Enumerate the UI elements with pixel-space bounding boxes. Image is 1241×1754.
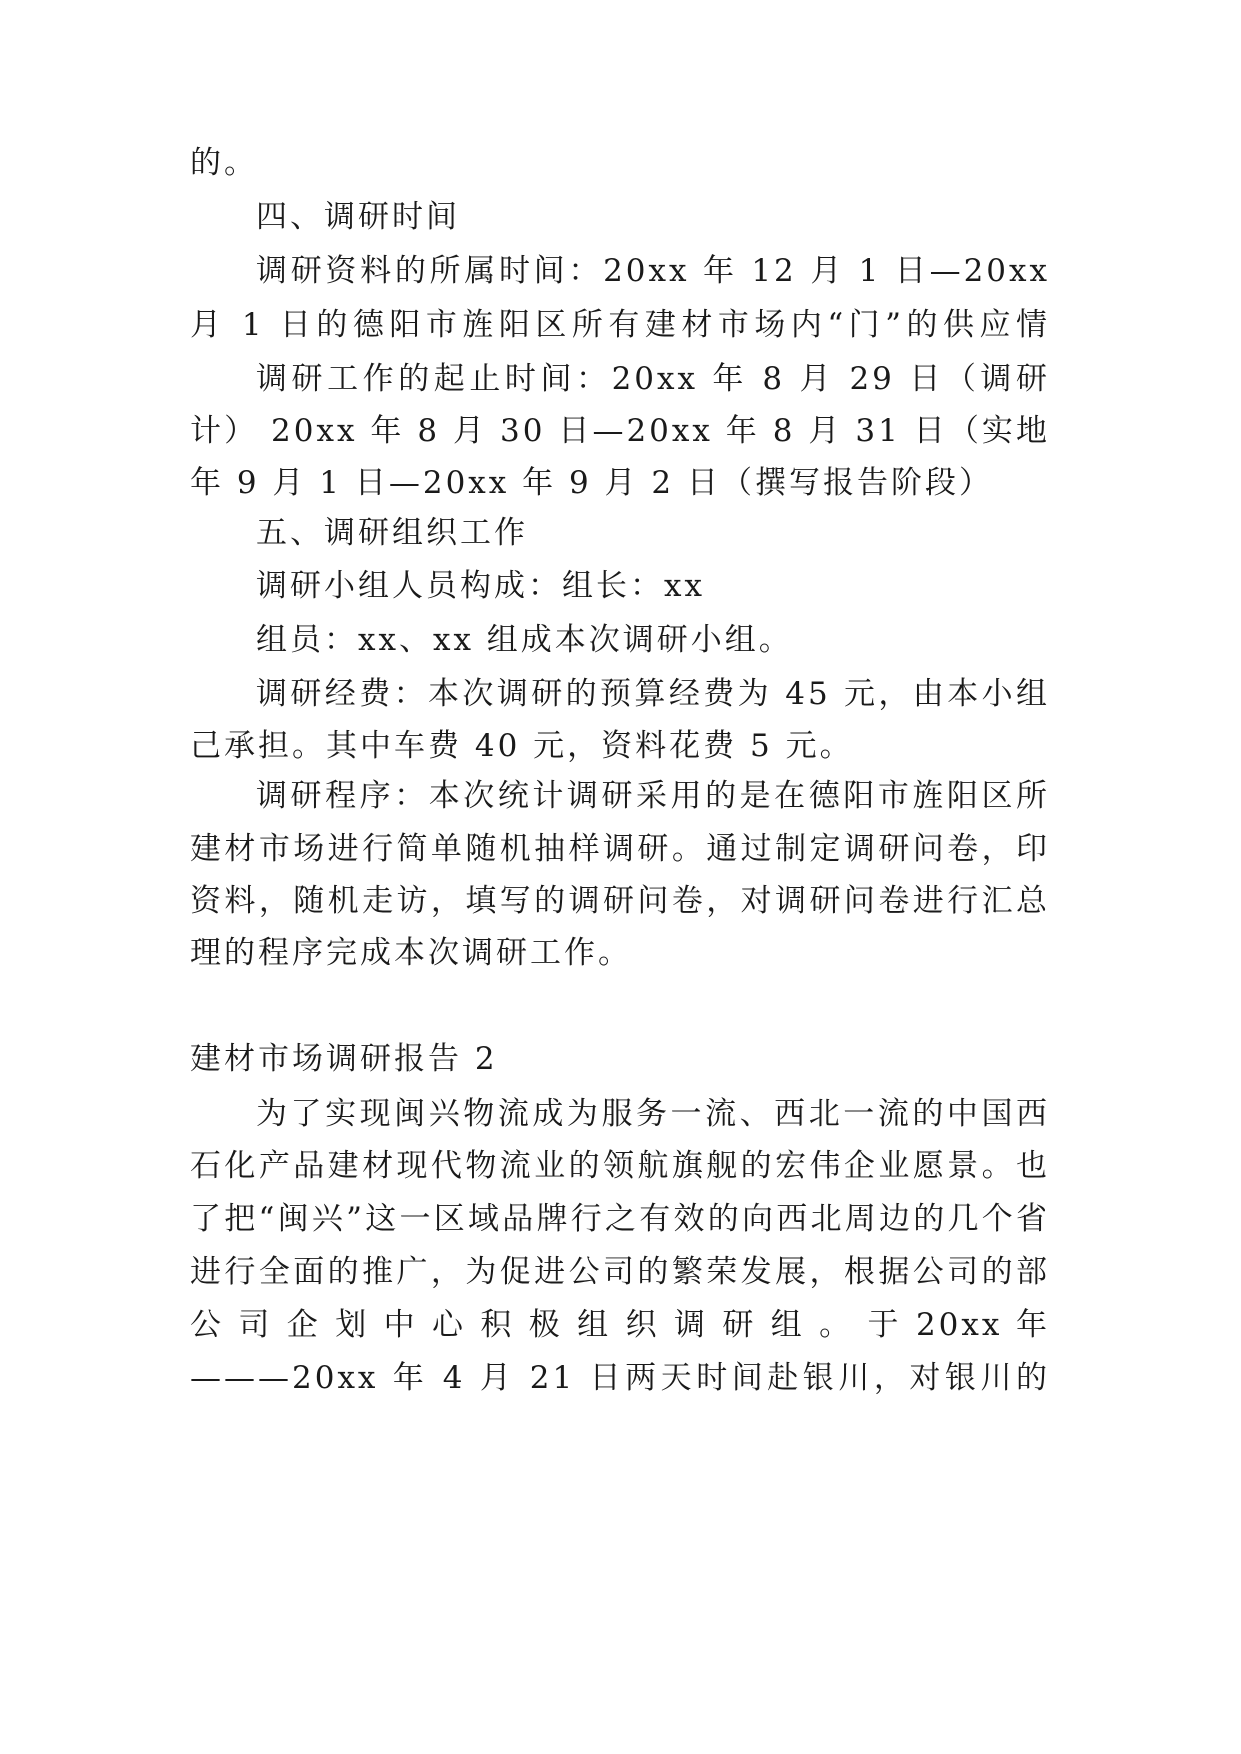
body-line: 建材市场进行简单随机抽样调研。通过制定调研问卷，印 [190,831,1050,867]
body-line: 调研资料的所属时间：20xx 年 12 月 1 日—20xx [256,253,1050,289]
body-line: ———20xx 年 4 月 21 日两天时间赴银川，对银川的 [190,1360,1050,1396]
body-line: 己承担。其中车费 40 元，资料花费 5 元。 [190,728,854,764]
body-line: 调研经费：本次调研的预算经费为 45 元，由本小组 [256,676,1050,712]
body-line: 了把“闽兴”这一区域品牌行之有效的向西北周边的几个省 [190,1201,1050,1237]
body-line: 进行全面的推广，为促进公司的繁荣发展，根据公司的部 [190,1254,1050,1290]
body-line: 调研小组人员构成：组长：xx [256,568,705,604]
body-line: 调研程序：本次统计调研采用的是在德阳市旌阳区所 [256,778,1050,814]
body-line: 的。 [190,145,258,181]
body-line: 资料，随机走访，填写的调研问卷，对调研问卷进行汇总 [190,883,1050,919]
body-line: 为了实现闽兴物流成为服务一流、西北一流的中国西 [256,1096,1050,1132]
body-line: 调研工作的起止时间：20xx 年 8 月 29 日（调研 [256,361,1050,397]
body-line: 石化产品建材现代物流业的领航旗舰的宏伟企业愿景。也 [190,1148,1050,1184]
body-line: 计） 20xx 年 8 月 30 日—20xx 年 8 月 31 日（实地 [190,413,1050,449]
body-line: 公 司 企 划 中 心 积 极 组 织 调 研 组 。 于 20xx 年 [190,1307,1050,1343]
section-heading: 五、调研组织工作 [256,515,528,551]
report-title: 建材市场调研报告 2 [190,1041,498,1077]
body-line: 理的程序完成本次调研工作。 [190,935,632,971]
body-line: 年 9 月 1 日—20xx 年 9 月 2 日（撰写报告阶段） [190,465,993,501]
section-heading: 四、调研时间 [256,199,460,235]
body-line: 月 1 日的德阳市旌阳区所有建材市场内“门”的供应情 [190,307,1050,343]
body-line: 组员：xx、xx 组成本次调研小组。 [256,622,793,658]
